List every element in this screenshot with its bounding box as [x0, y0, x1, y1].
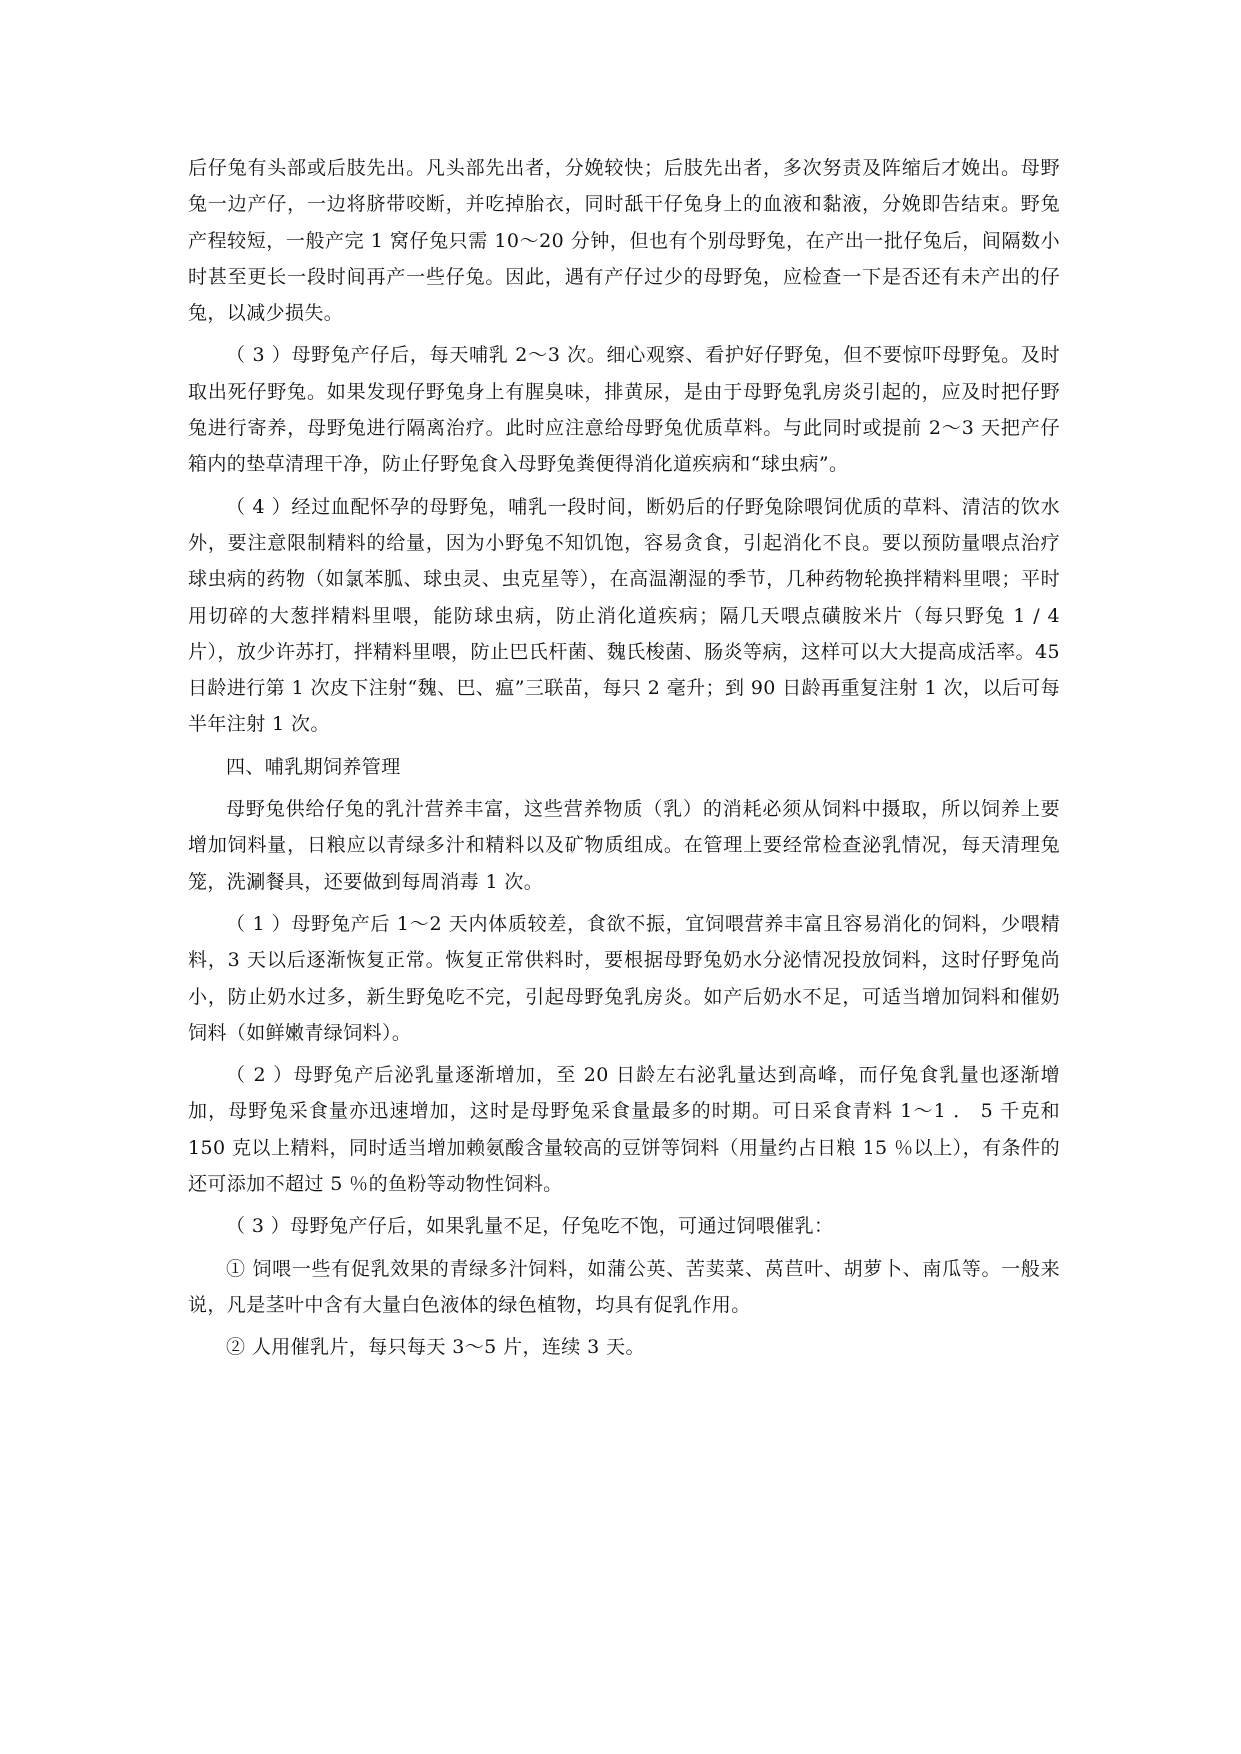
document-body [188, 150, 1060, 1372]
paragraph-lactation-item-2: （ 2 ）母野兔产后泌乳量逐渐增加，至 20 日龄左右泌乳量达到高峰，而仔兔食乳量也逐渐增加，母野兔采食量亦迅速增加，这时是母野兔采食量最多的时期。可日采食青料 1～1 ． 5 千克和 150 克以上精料，同时适当增加赖氨酸含量较高的豆饼等饲料（用量约占日粮 15 ％以上），有条件的还可添加不超过 5 ％的鱼粉等动物性饲料。 [188, 1064, 1060, 1196]
section-heading-lactation: 四、哺乳期饲养管理 [226, 755, 401, 778]
paragraph-item-3-nursing: （ 3 ）母野兔产仔后，每天哺乳 2～3 次。细心观察、看护好仔野兔，但不要惊吓母野兔。及时取出死仔野兔。如果发现仔野兔身上有腥臭味，排黄尿，是由于母野兔乳房炎引起的，应及时把仔野兔进行寄养，母野兔进行隔离治疗。此时应注意给母野兔优质草料。与此同时或提前 2～3 天把产仔箱内的垫草清理干净，防止仔野兔食入母野兔粪便得消化道疾病和“球虫病”。 [188, 344, 1060, 476]
paragraph-birth-process: 后仔兔有头部或后肢先出。凡头部先出者，分娩较快；后肢先出者，多次努责及阵缩后才娩出。母野兔一边产仔，一边将脐带咬断，并吃掉胎衣，同时舐干仔兔身上的血液和黏液，分娩即告结束。野兔产程较短，一般产完 1 窝仔兔只需 10～20 分钟，但也有个别母野兔，在产出一批仔兔后，间隔数小时甚至更长一段时间再产一些仔兔。因此，遇有产仔过少的母野兔，应检查一下是否还有未产出的仔兔，以减少损失。 [188, 157, 1060, 325]
paragraph-item-4-weaning: （ 4 ）经过血配怀孕的母野兔，哺乳一段时间，断奶后的仔野兔除喂饲优质的草料、清洁的饮水外，要注意限制精料的给量，因为小野兔不知饥饱，容易贪食，引起消化不良。要以预防量喂点治疗球虫病的药物（如氯苯胍、球虫灵、虫克星等），在高温潮湿的季节，几种药物轮换拌精料里喂；平时用切碎的大葱拌精料里喂，能防球虫病，防止消化道疾病；隔几天喂点磺胺米片（每只野兔 1 / 4 片），放少许苏打，拌精料里喂，防止巴氏杆菌、魏氏梭菌、肠炎等病，这样可以大大提高成活率。45 日龄进行第 1 次皮下注射“魏、巴、瘟”三联苗，每只 2 毫升；到 90 日龄再重复注射 1 次，以后可每半年注射 1 次。 [188, 495, 1060, 736]
paragraph-lactation-intro: 母野兔供给仔兔的乳汁营养丰富，这些营养物质（乳）的消耗必须从饲料中摄取，所以饲养上要增加饲料量，日粮应以青绿多汁和精料以及矿物质组成。在管理上要经常检查泌乳情况，每天清理兔笼，洗涮餐具，还要做到每周消毒 1 次。 [188, 798, 1060, 893]
paragraph-lactation-item-3: （ 3 ）母野兔产仔后，如果乳量不足，仔兔吃不饱，可通过饲喂催乳： [226, 1215, 834, 1238]
paragraph-sub-item-2: ② 人用催乳片，每只每天 3～5 片，连续 3 天。 [226, 1336, 645, 1359]
paragraph-sub-item-1: ① 饲喂一些有促乳效果的青绿多汁饲料，如蒲公英、苦荬菜、莴苣叶、胡萝卜、南瓜等。一般来说，凡是茎叶中含有大量白色液体的绿色植物，均具有促乳作用。 [188, 1257, 1060, 1316]
paragraph-lactation-item-1: （ 1 ）母野兔产后 1～2 天内体质较差，食欲不振，宜饲喂营养丰富且容易消化的饲料，少喂精料，3 天以后逐渐恢复正常。恢复正常供料时，要根据母野兔奶水分泌情况投放饲料，这时仔野兔尚小，防止奶水过多，新生野兔吃不完，引起母野兔乳房炎。如产后奶水不足，可适当增加饲料和催奶饲料（如鲜嫩青绿饲料）。 [188, 912, 1060, 1044]
